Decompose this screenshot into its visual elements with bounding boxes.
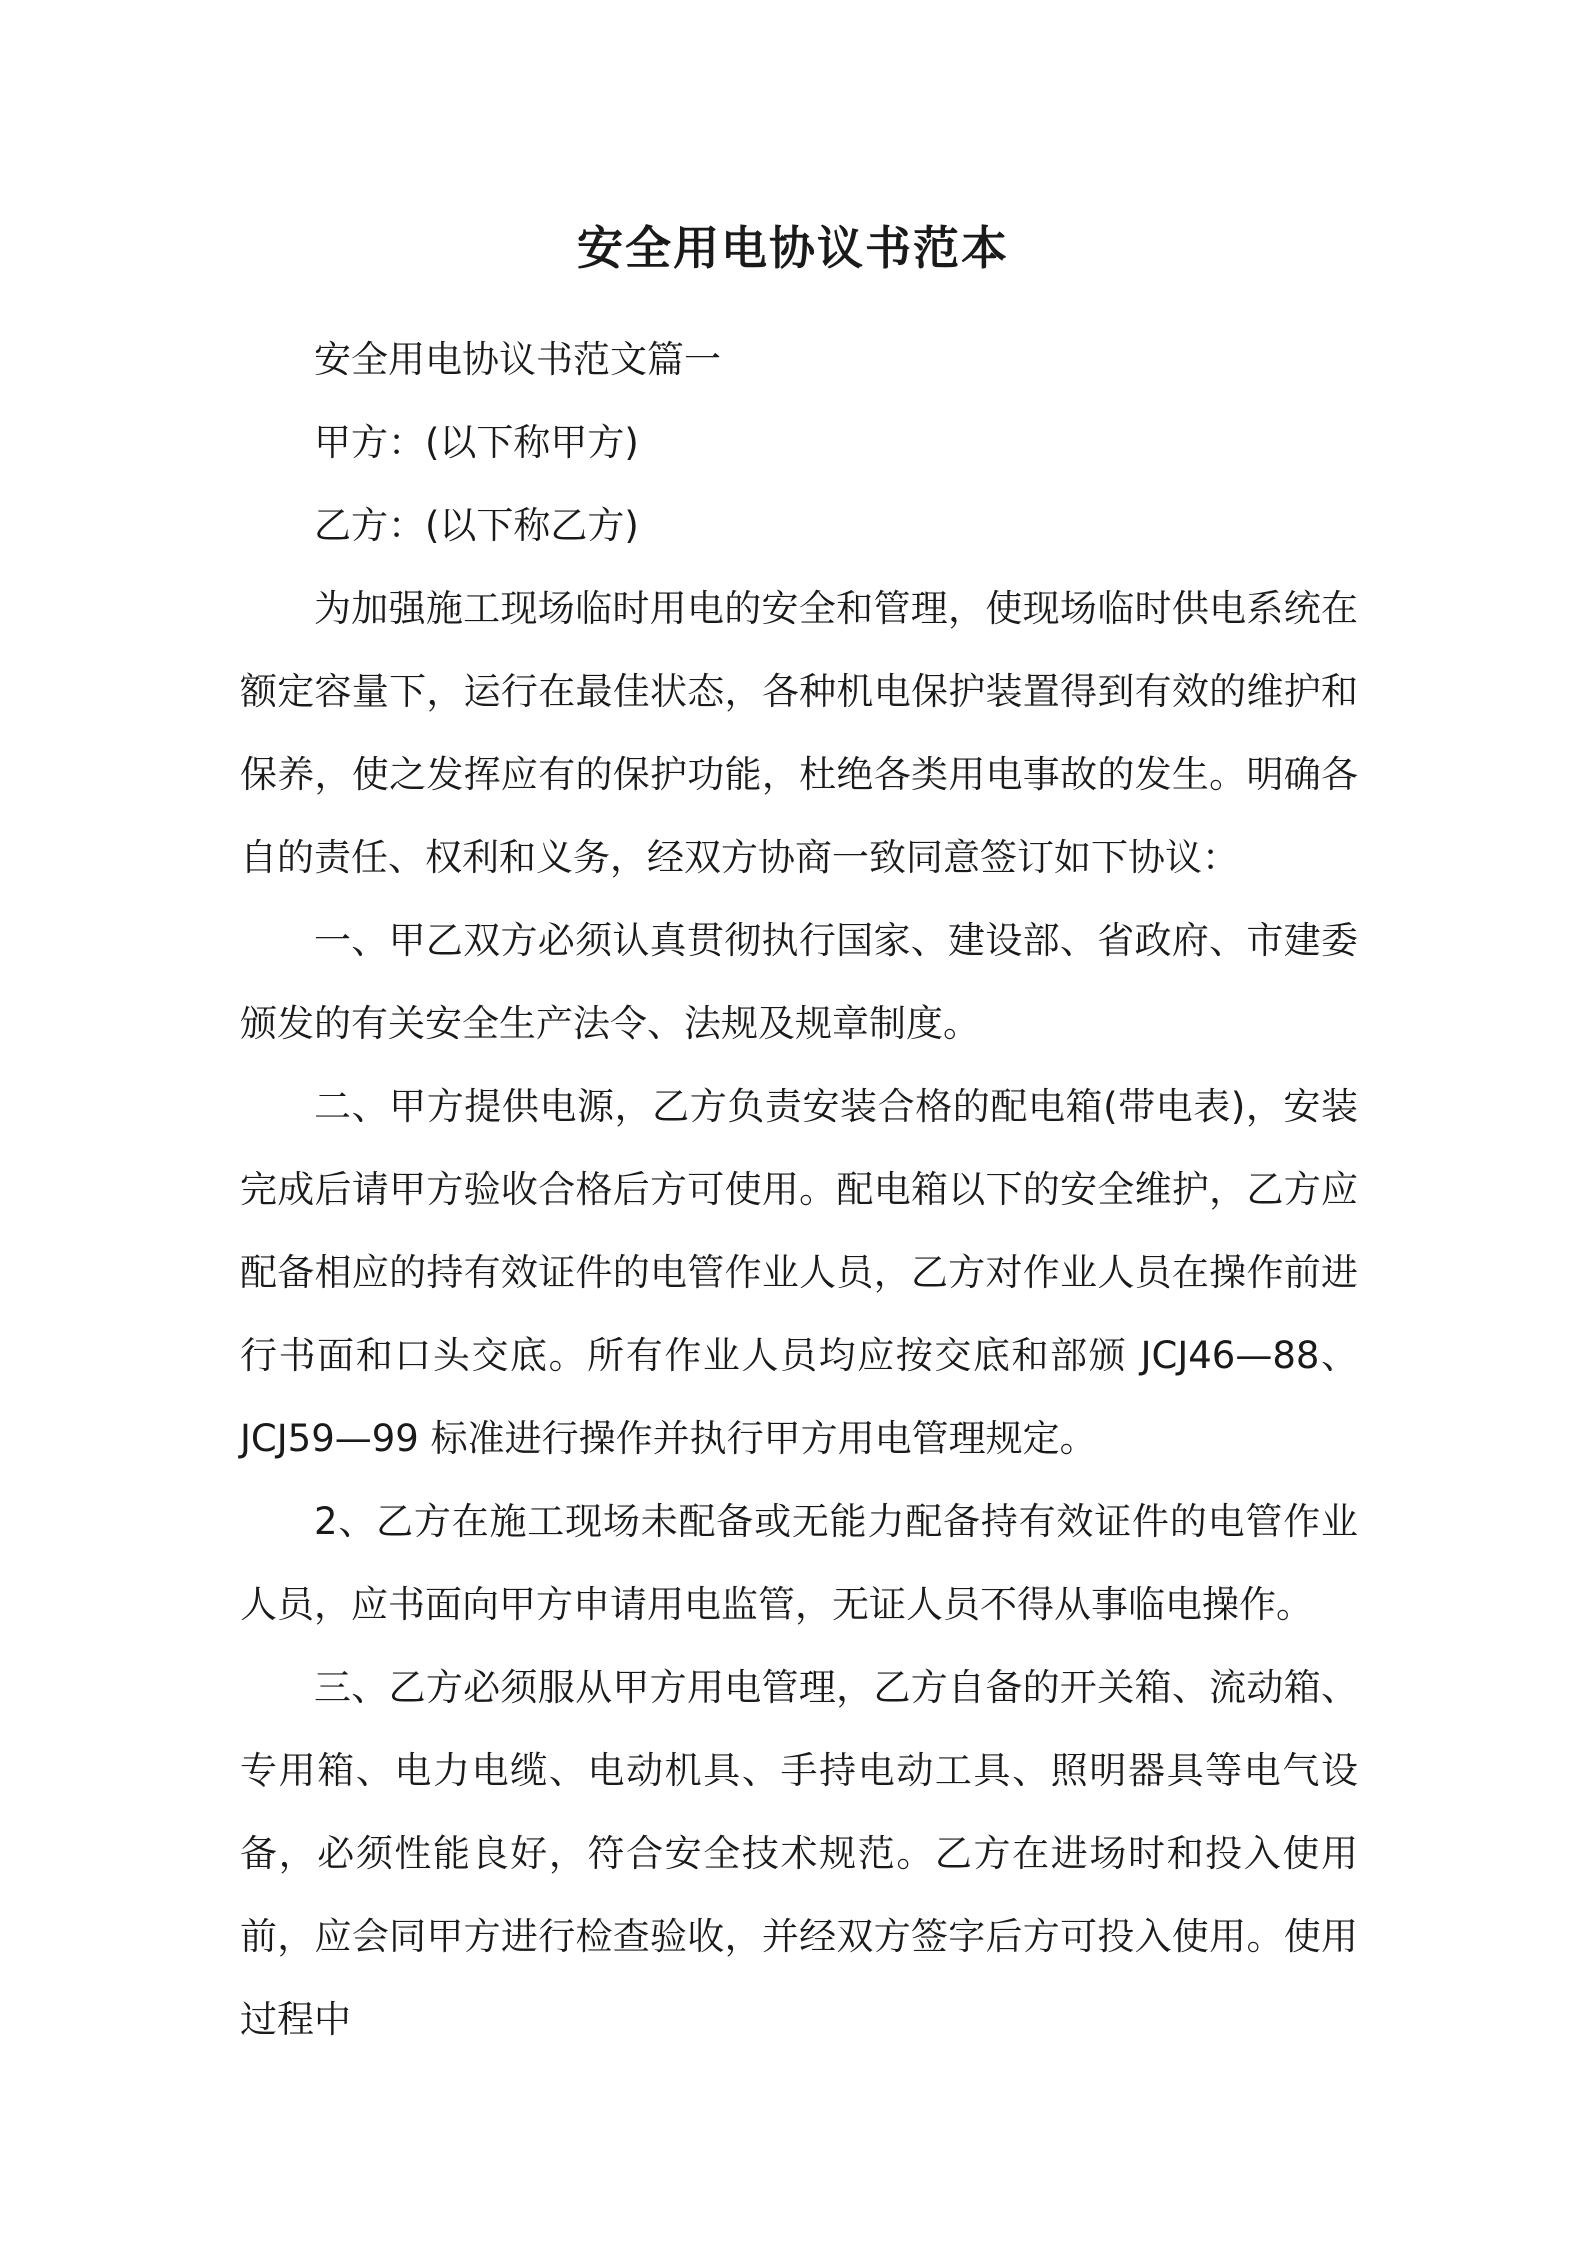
clause-1-paragraph: 一、甲乙双方必须认真贯彻执行国家、建设部、省政府、市建委颁发的有关安全生产法令、法规及规章制度。 <box>240 919 1358 1045</box>
clause-2-sub-paragraph: 2、乙方在施工现场未配备或无能力配备持有效证件的电管作业人员，应书面向甲方申请用电监管，无证人员不得从事临电操作。 <box>240 1500 1358 1626</box>
document-title: 安全用电协议书范本 <box>577 221 1009 275</box>
clause-2-paragraph: 二、甲方提供电源，乙方负责安装合格的配电箱(带电表)，安装完成后请甲方验收合格后方可使用。配电箱以下的安全维护，乙方应配备相应的持有效证件的电管作业人员，乙方对作业人员在操作前进行书面和口头交底。所有作业人员均应按交底和部颁 JCJ46—88、JCJ59—99 标准进行操作并执行甲方用电管理规定。 <box>240 1085 1358 1460</box>
document-body <box>240 318 1358 2061</box>
clause-3-paragraph: 三、乙方必须服从甲方用电管理，乙方自备的开关箱、流动箱、专用箱、电力电缆、电动机具、手持电动工具、照明器具等电气设备，必须性能良好，符合安全技术规范。乙方在进场时和投入使用前，应会同甲方进行检查验收，并经双方签字后方可投入使用。使用过程中 <box>240 1666 1358 2041</box>
preamble-paragraph: 为加强施工现场临时用电的安全和管理，使现场临时供电系统在额定容量下，运行在最佳状态，各种机电保护装置得到有效的维护和保养，使之发挥应有的保护功能，杜绝各类用电事故的发生。明确各自的责任、权利和义务，经双方协商一致同意签订如下协议： <box>240 587 1358 879</box>
party-a-line: 甲方：(以下称甲方) <box>314 421 639 464</box>
party-b-line: 乙方：(以下称乙方) <box>314 504 639 547</box>
section-heading: 安全用电协议书范文篇一 <box>314 338 721 381</box>
